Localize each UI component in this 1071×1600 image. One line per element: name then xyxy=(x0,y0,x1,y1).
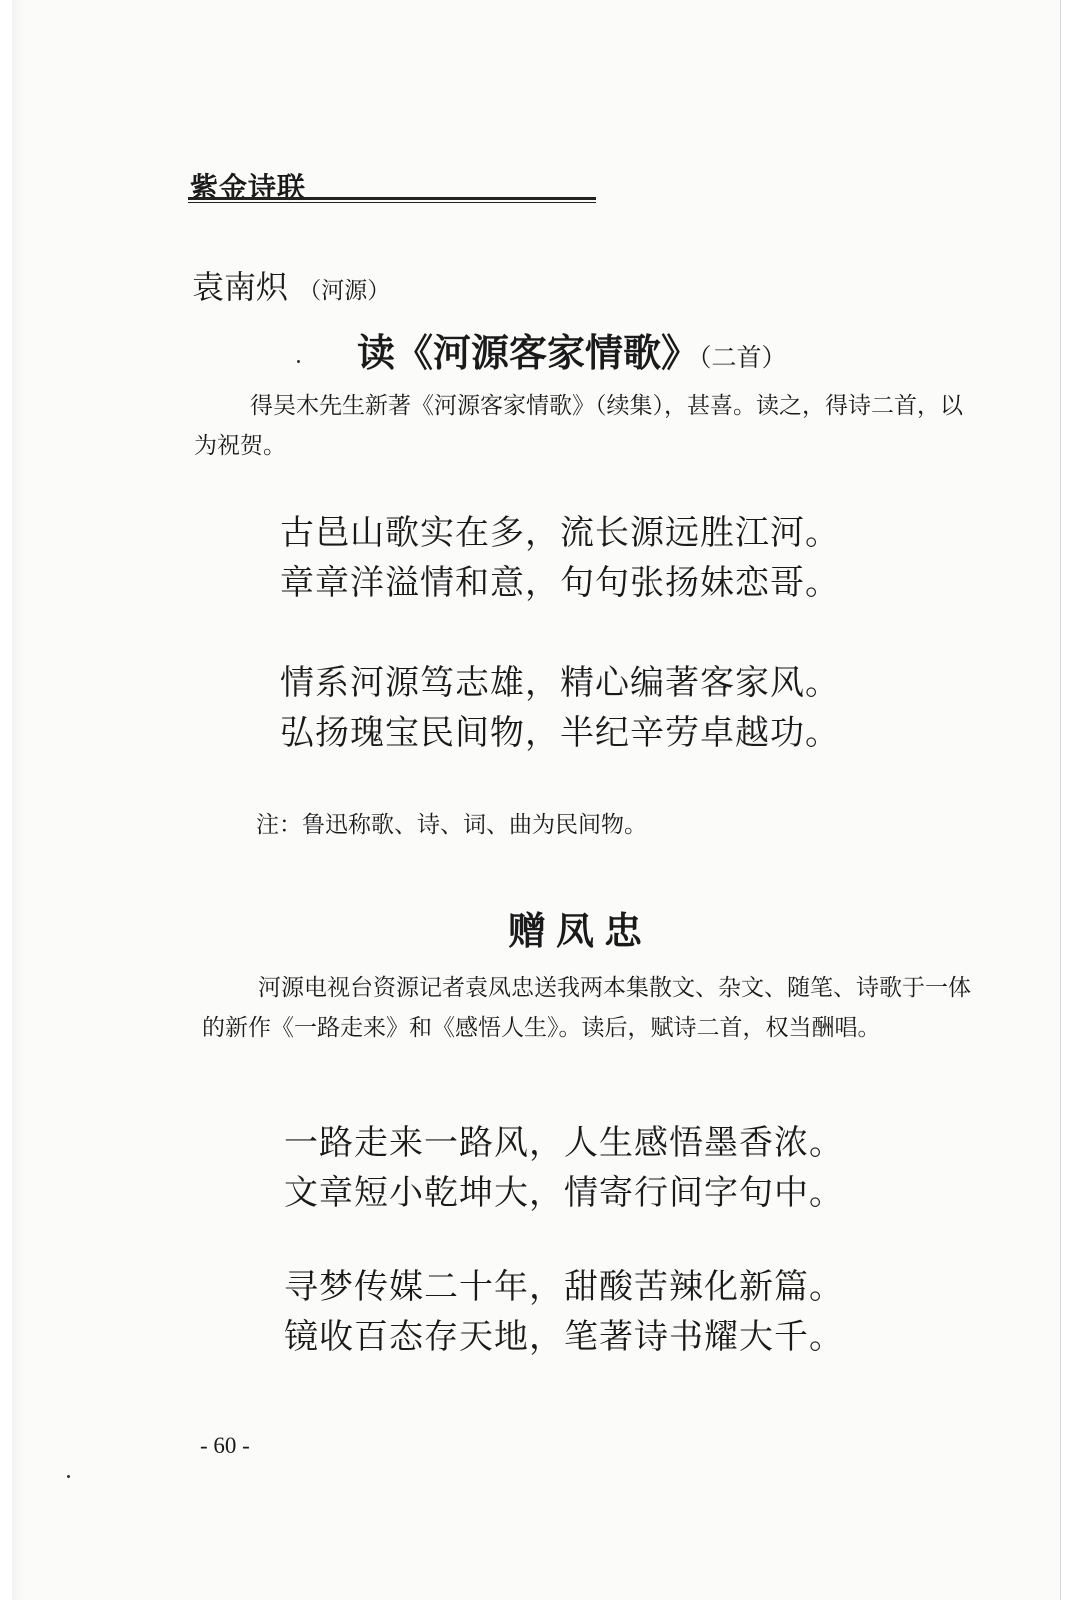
author-line xyxy=(192,262,390,308)
scan-edge xyxy=(12,0,24,1600)
poem-line: 弘扬瑰宝民间物，半纪辛劳卓越功。 xyxy=(280,713,840,753)
header-rule xyxy=(188,197,596,203)
poem-line: 章章洋溢情和意，句句张扬妹恋哥。 xyxy=(280,563,840,603)
poem1-stanza-1 xyxy=(280,508,840,608)
scan-speck xyxy=(297,360,300,363)
scan-speck xyxy=(67,1475,70,1478)
header-title: 紫金诗联 xyxy=(190,171,307,204)
poem-line: 古邑山歌实在多，流长源远胜江河。 xyxy=(280,513,840,553)
poem1-subtitle: （二首） xyxy=(699,343,787,372)
book-page xyxy=(12,0,1061,1600)
poem-line: 一路走来一路风，人生感悟墨香浓。 xyxy=(284,1123,844,1163)
poem1-stanza-2 xyxy=(280,658,840,758)
poem1-note: 注：鲁迅称歌、诗、词、曲为民间物。 xyxy=(256,812,647,838)
poem1-intro: 得吴木先生新著《河源客家情歌》（续集），甚喜。读之，得诗二首，以为祝贺。 xyxy=(194,393,963,459)
poem-line: 寻梦传媒二十年，甜酸苦辣化新篇。 xyxy=(284,1267,844,1307)
page-number: - 60 - xyxy=(200,1433,250,1458)
poem2-stanza-2 xyxy=(284,1262,844,1362)
poem2-title: 赠凤忠 xyxy=(508,908,653,953)
poem-line: 镜收百态存天地，笔著诗书耀大千。 xyxy=(284,1317,844,1357)
poem-line: 情系河源笃志雄，精心编著客家风。 xyxy=(280,663,840,703)
poem2-stanza-1 xyxy=(284,1118,844,1218)
poem-line: 文章短小乾坤大，情寄行间字句中。 xyxy=(284,1173,844,1213)
author-origin: （河源） xyxy=(298,278,391,304)
poem1-title-text: 读《河源客家情歌》 xyxy=(357,330,700,375)
author-name: 袁南炽 xyxy=(192,268,289,306)
poem1-title xyxy=(357,322,787,377)
poem2-intro: 河源电视台资源记者袁凤忠送我两本集散文、杂文、随笔、诗歌于一体的新作《一路走来》和《感悟人生》。读后，赋诗二首，权当酬唱。 xyxy=(202,975,971,1041)
